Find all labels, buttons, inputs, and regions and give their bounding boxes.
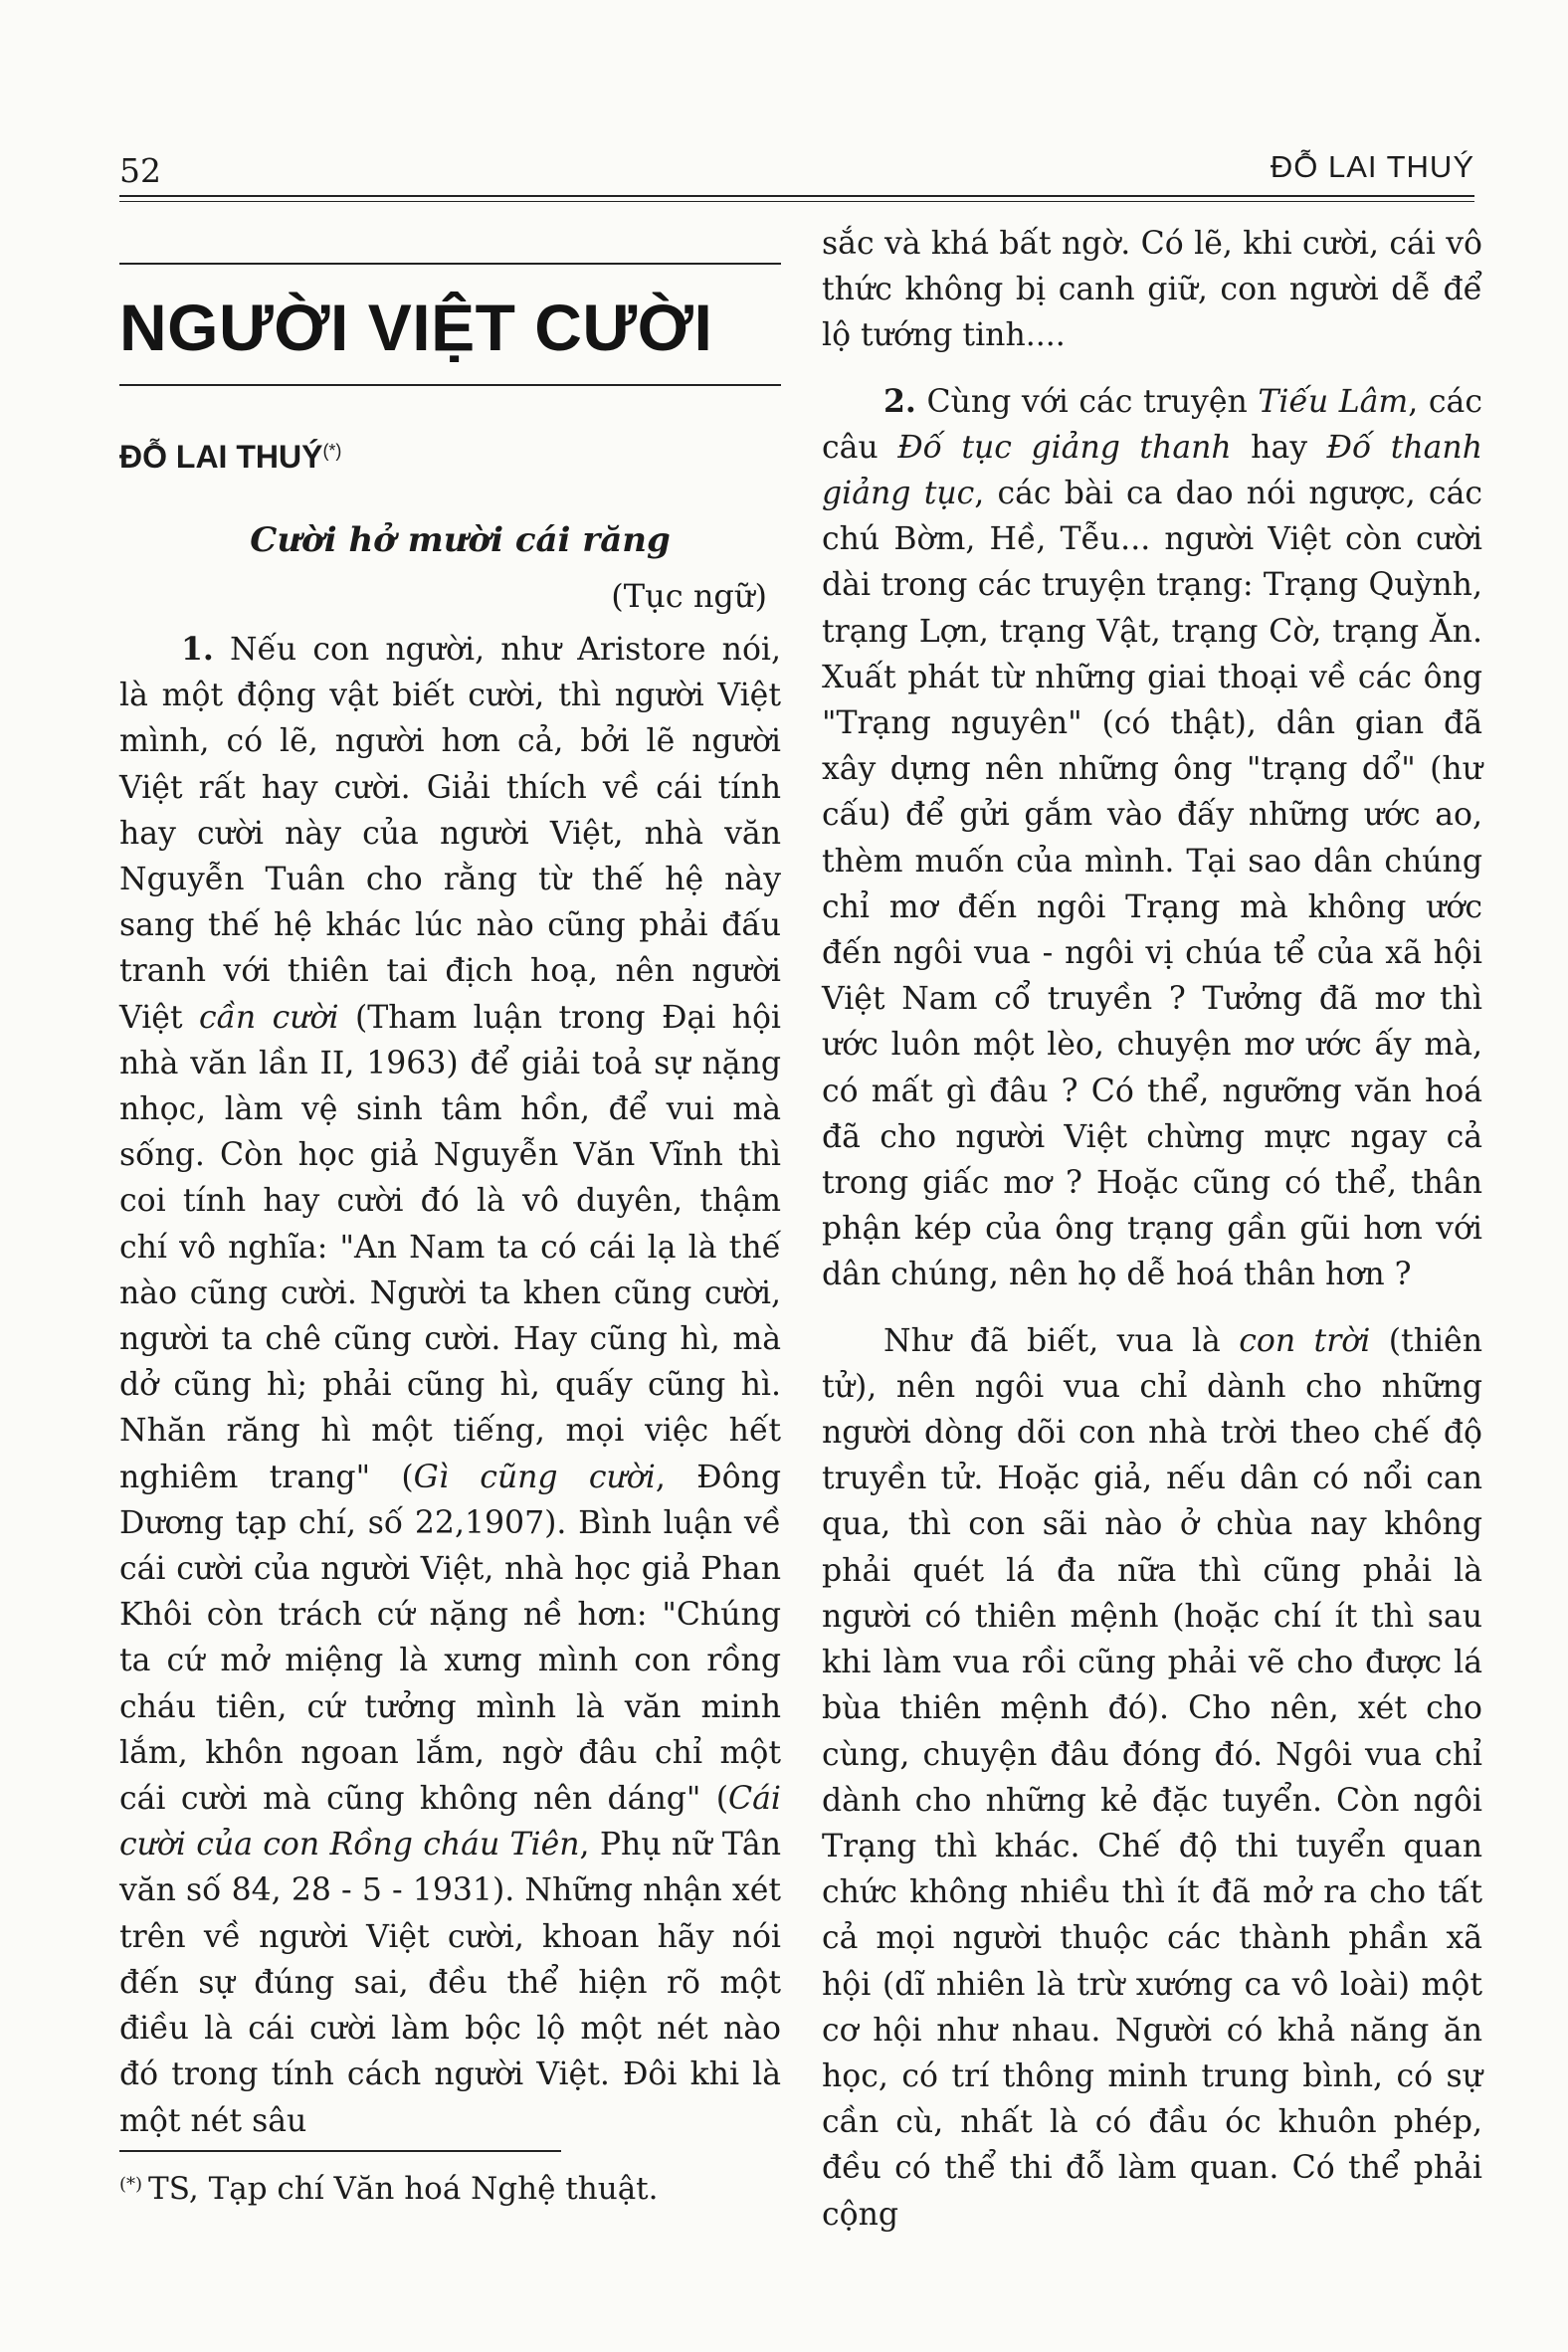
title-rule-bottom — [119, 384, 781, 386]
paragraph-2 — [822, 379, 1482, 1298]
author-line — [119, 434, 781, 480]
paragraph-text: Nếu con người, như Aristore nói, là một động vật biết cười, thì người Việt mình, có lẽ, người hơn cả, bởi lẽ người Việt rất hay cười. Giải thích về cái tính hay cười này của người Việt, nhà văn Nguyễn Tuân cho rằng từ thế hệ này sang thế hệ khác lúc nào cũng phải đấu tranh với thiên tai địch hoạ, nên người Việt — [119, 632, 781, 1036]
paragraph-3 — [822, 1318, 1482, 2238]
italic-title: Đố thanh giảng tục — [822, 429, 1482, 512]
header-rule — [119, 195, 1474, 202]
article-title: NGƯỜI VIỆT CƯỜI — [119, 291, 713, 364]
paragraph-text: Cùng với các truyện — [915, 383, 1259, 420]
italic-term: con trời — [1239, 1322, 1371, 1359]
epigraph-source: (Tục ngữ) — [611, 577, 767, 615]
paragraph-text: , các bài ca dao nói ngược, các chú Bờm, Hề, Tễu... người Việt còn cười dài trong các truyện trạng: Trạng Quỳnh, trạng Lợn, trạng Vật, trạng Cờ, trạng Ăn. Xuất phát từ những giai thoại về các ông "Trạng nguyên" (có thật), dân gian đã xây dựng nên những ông "trạng dổ" (hư cấu) để gửi gắm vào đấy những ước ao, thèm muốn của mình. Tại sao dân chúng chỉ mơ đến ngôi Trạng mà không ước đến ngôi vua - ngôi vị chúa tể của xã hội Việt Nam cổ truyền ? Tưởng đã mơ thì ước luôn một lèo, chuyện mơ ước ấy mà, có mất gì đâu ? Có thể, ngưỡng văn hoá đã cho người Việt chừng mực ngay cả trong giấc mơ ? Hoặc cũng có thể, thân phận kép của ông trạng gần gũi hơn với dân chúng, nên họ dễ hoá thân hơn ? — [822, 476, 1482, 1293]
footnote-mark: (*) — [119, 2174, 143, 2195]
running-head: ĐỖ LAI THUÝ — [1270, 149, 1474, 184]
italic-title: Tiếu Lâm — [1258, 383, 1409, 420]
author-note-mark: (*) — [322, 441, 342, 461]
paragraph-text: hay — [1231, 429, 1327, 466]
title-rule-top — [119, 263, 781, 265]
italic-title: Đố tục giảng thanh — [897, 429, 1232, 466]
section-number: 2. — [883, 382, 916, 420]
paragraph-text: , Phụ nữ Tân văn số 84, 28 - 5 - 1931). Những nhận xét trên về người Việt cười, khoan hãy nói đến sự đúng sai, đều thể hiện rõ một điều là cái cười làm bộc lộ một nét nào đó trong tính cách người Việt. Đôi khi là một nét sâu — [119, 1827, 781, 2139]
paragraph-text: , Đông Dương tạp chí, số 22,1907). Bình luận về cái cười của người Việt, nhà học giả Phan Khôi còn trách cứ nặng nề hơn: "Chúng ta cứ mở miệng là xưng mình con rồng cháu tiên, cứ tưởng mình là văn minh lắm, khôn ngoan lắm, ngờ đâu chỉ một cái cười mà cũng không nên dáng" ( — [119, 1459, 781, 1818]
italic-title: Cái cười của con Rồng cháu Tiên — [119, 1781, 781, 1863]
footnote — [119, 2167, 659, 2211]
paragraph-1 — [119, 627, 781, 2144]
paragraph-text: (thiên tử), nên ngôi vua chỉ dành cho những người dòng dõi con nhà trời theo chế độ truyền tử. Hoặc giả, nếu dân có nổi can qua, thì con sãi nào ở chùa nay không phải quét lá đa nữa thì cũng phải là người có thiên mệnh (hoặc chí ít thì sau khi làm vua rồi cũng phải vẽ cho được lá bùa thiên mệnh đó). Cho nên, xét cho cùng, chuyện đâu đóng đó. Ngôi vua chỉ dành cho những kẻ đặc tuyển. Còn ngôi Trạng thì khác. Chế độ thi tuyển quan chức không nhiều thì ít đã mở ra cho tất cả mọi người thuộc các thành phần xã hội (dĩ nhiên là trừ xướng ca vô loài) một cơ hội như nhau. Người có khả năng ăn học, có trí thông minh trung bình, có sự cần cù, nhất là có đầu óc khuôn phép, đều có thể thi đỗ làm quan. Có thể phải cộng — [822, 1322, 1482, 2233]
italic-title: cần cười — [198, 999, 339, 1036]
page-number: 52 — [119, 151, 161, 190]
epigraph-text: Cười hở mười cái răng — [250, 520, 671, 560]
paragraph-text: (Tham luận trong Đại hội nhà văn lần II, 1963) để giải toả sự nặng nhọc, làm vệ sinh tâm hồn, để vui mà sống. Còn học giả Nguyễn Văn Vĩnh thì coi tính hay cười đó là vô duyên, thậm chí vô nghĩa: "An Nam ta có cái lạ là thế nào cũng cười. Người ta khen cũng cười, người ta chê cũng cười. Hay cũng hì, mà dở cũng hì; phải cũng hì, quấy cũng hì. Nhăn răng hì một tiếng, mọi việc hết nghiêm trang" ( — [119, 999, 782, 1495]
paragraph-text: , các câu — [822, 383, 1482, 466]
paragraph-1-continued: sắc và khá bất ngờ. Có lẽ, khi cười, cái vô thức không bị canh giữ, con người dễ để lộ tướng tinh.... — [822, 226, 1482, 354]
italic-title: Gì cũng cười — [413, 1459, 656, 1495]
footnote-text: TS, Tạp chí Văn hoá Nghệ thuật. — [148, 2171, 659, 2207]
paragraph-text: Như đã biết, vua là — [883, 1322, 1240, 1359]
right-column — [822, 221, 1482, 2238]
section-number: 1. — [181, 631, 214, 668]
left-column — [119, 229, 781, 2144]
footnote-rule — [119, 2150, 561, 2152]
author-name: ĐỖ LAI THUÝ — [119, 439, 323, 475]
